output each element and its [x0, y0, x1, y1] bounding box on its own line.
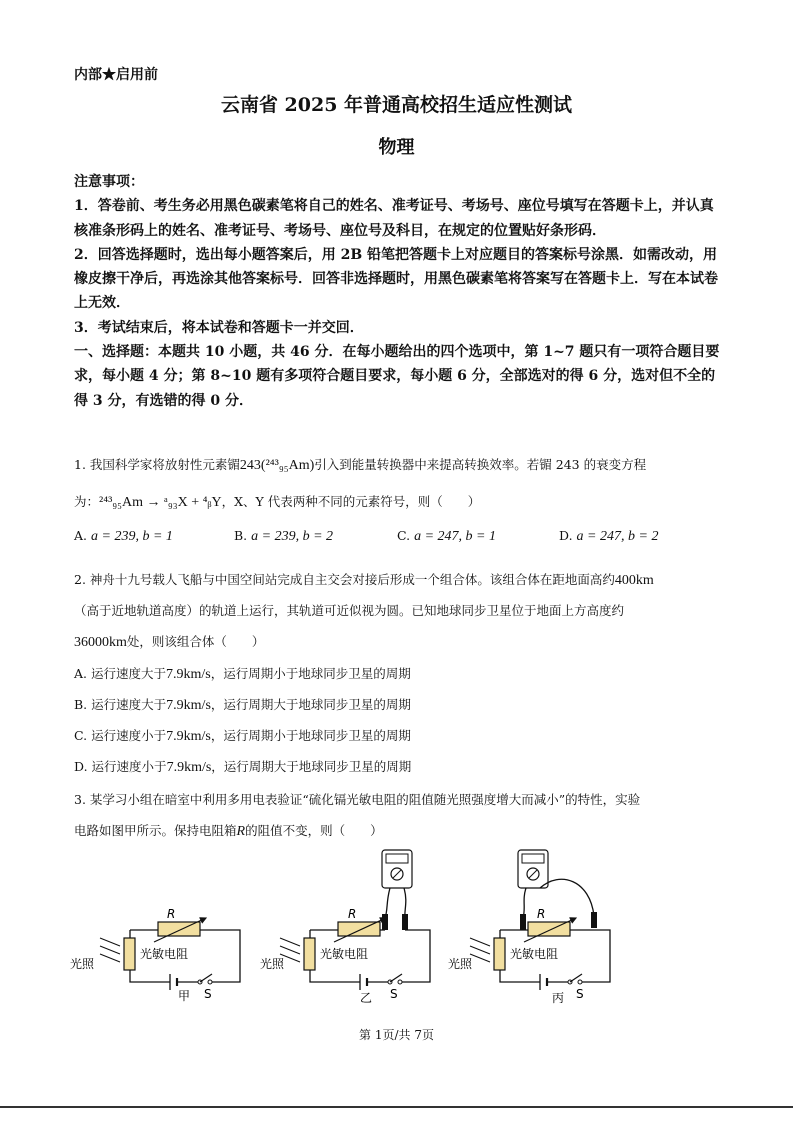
q2-text-a: 2. 神舟十九号载人飞船与中国空间站完成自主交会对接后形成一个组合体。该组合体在距地面高约 [74, 572, 615, 587]
q1-text-d: ，X、Y 代表两种不同的元素符号，则（ ） [221, 494, 481, 509]
light-label-jia: 光照 [70, 957, 95, 971]
q2-option-d-post: ，运行周期大于地球同步卫星的周期 [211, 759, 412, 774]
notes-item-3: 3．考试结束后，将本试卷和答题卡一并交回． [74, 319, 364, 336]
q3-text-b: 的阻值不变，则（ ） [245, 823, 383, 838]
switch-label-bing: S [576, 987, 584, 1001]
switch-label-yi: S [390, 987, 398, 1001]
q2-option-c-pre: 运行速度小于 [91, 728, 167, 743]
section-instructions: 一、选择题：本题共 10 小题，共 46 分．在每小题给出的四个选项中，第 1~7 题只有一项符合题目要求，每小题 4 分；第 8~10 题有多项符合题目要求，每小题 6 分，全部选对的得 6 分，选对但不全的得 3 分，有选错的得 0 分． [74, 344, 720, 409]
caption-yi: 乙 [360, 991, 373, 1005]
q2-option-b-pre: 运行速度大于 [91, 697, 167, 712]
q2-option-b-post: ，运行周期大于地球同步卫星的周期 [210, 697, 411, 712]
q2-option-a-post: ，运行周期小于地球同步卫星的周期 [210, 666, 411, 681]
q1-option-b [234, 528, 333, 545]
q1-line-2 [74, 492, 480, 511]
q3-line-1: 3. 某学习小组在暗室中利用多用电表验证“硫化镉光敏电阻的阻值随光照强度增大而减小”的特性，实验 [74, 792, 641, 807]
circuit-jia [70, 907, 240, 1003]
q1-option-a [74, 528, 173, 545]
q2-option-b-math: 7.9km/s [166, 698, 211, 713]
q2-option-c [74, 726, 411, 745]
subject-title: 物理 [378, 137, 415, 158]
q2-option-c-post: ，运行周期小于地球同步卫星的周期 [210, 728, 411, 743]
q2-option-b-label: B. [74, 697, 88, 712]
q1-text-c: 为： [74, 494, 100, 509]
component-label-bing: 光敏电阻 [510, 947, 559, 961]
notes-heading: 注意事项： [74, 174, 144, 190]
q1-option-a-label: A. [74, 528, 88, 543]
q2-option-a [74, 664, 411, 683]
q2-option-a-label: A. [74, 666, 88, 681]
circuit-yi [260, 850, 430, 1005]
q1-option-d-label: D. [559, 528, 573, 543]
resistor-label-jia: R [167, 907, 176, 921]
q1-option-c [397, 528, 496, 545]
bottom-divider [0, 1106, 793, 1108]
switch-label-jia: S [204, 987, 212, 1001]
q2-option-d-math: 7.9km/s [166, 760, 212, 775]
q3-math-r: R [236, 824, 246, 839]
resistor-label-yi: R [348, 907, 357, 921]
q1-option-c-math: a = 247, b = 1 [414, 529, 496, 544]
page-footer: 第 1页/共 7页 [359, 1028, 434, 1042]
component-label-yi: 光敏电阻 [320, 947, 369, 961]
notes-item-1: 1．答卷前、考生务必用黑色碳素笔将自己的姓名、准考证号、考场号、座位号填写在答题卡上，并认真核准条形码上的姓名、准考证号、考场号、座位号及科目，在规定的位置贴好条形码． [74, 198, 714, 239]
q1-option-a-math: a = 239, b = 1 [91, 529, 173, 544]
q1-decay-equation: ²⁴³₉₅Am → ᵃ₉₃X + ⁴ᵦY [99, 495, 222, 510]
photoresistor-bing [494, 938, 505, 970]
q2-line-2: （高于近地轨道高度）的轨道上运行，其轨道可近似视为圆。已知地球同步卫星位于地面上方高度约 [74, 603, 625, 618]
q2-option-d [74, 757, 411, 776]
q2-option-a-pre: 运行速度大于 [91, 666, 167, 681]
caption-bing: 丙 [552, 991, 565, 1005]
notes-item-2: 2．回答选择题时，选出每小题答案后，用 2B 铅笔把答题卡上对应题目的答案标号涂黑．如需改动，用橡皮擦干净后，再选涂其他答案标号．回答非选择题时，用黑色碳素笔将答案写在答题卡上．写在本试卷上无效． [74, 246, 718, 312]
q1-option-b-math: a = 239, b = 2 [251, 529, 334, 544]
circuit-bing [448, 850, 610, 1005]
circuit-diagrams [60, 840, 760, 1015]
q1-option-d-math: a = 247, b = 2 [576, 529, 659, 544]
caption-jia: 甲 [178, 989, 191, 1003]
q2-option-d-pre: 运行速度小于 [91, 759, 167, 774]
page-title: 云南省 2025 年普通高校招生适应性测试 [220, 94, 573, 116]
q2-option-a-math: 7.9km/s [166, 667, 211, 682]
q1-text-a: 1. 我国科学家将放射性元素镅 [74, 457, 240, 472]
q2-math-400km: 400km [614, 573, 654, 588]
q2-line-3 [74, 632, 264, 651]
q1-option-c-label: C. [397, 528, 411, 543]
light-label-yi: 光照 [260, 957, 285, 971]
q2-option-b [74, 695, 411, 714]
component-label-jia: 光敏电阻 [140, 947, 189, 961]
notes-block [74, 170, 724, 413]
light-label-bing: 光照 [448, 957, 473, 971]
q2-option-c-label: C. [74, 728, 88, 743]
q1-text-b: 引入到能量转换器中来提高转换效率。若镅 243 的衰变方程 [314, 457, 647, 472]
q1-option-d [559, 528, 658, 545]
q1-math-am: 243(²⁴³₉₅Am) [239, 458, 315, 473]
q2-line-1 [74, 570, 654, 589]
q3-line-2 [74, 821, 383, 840]
q2-text-b: 处，则该组合体（ ） [126, 634, 265, 649]
q2-math-36000km: 36000km [74, 635, 127, 650]
q2-option-c-math: 7.9km/s [166, 729, 211, 744]
photoresistor-yi [304, 938, 315, 970]
resistor-label-bing: R [537, 907, 546, 921]
photoresistor-jia [124, 938, 135, 970]
q3-text-a: 电路如图甲所示。保持电阻箱 [74, 823, 237, 838]
q1-option-b-label: B. [234, 528, 248, 543]
q1-line-1 [74, 455, 646, 474]
confidential-label: 内部★启用前 [74, 67, 158, 83]
q2-option-d-label: D. [74, 759, 88, 774]
